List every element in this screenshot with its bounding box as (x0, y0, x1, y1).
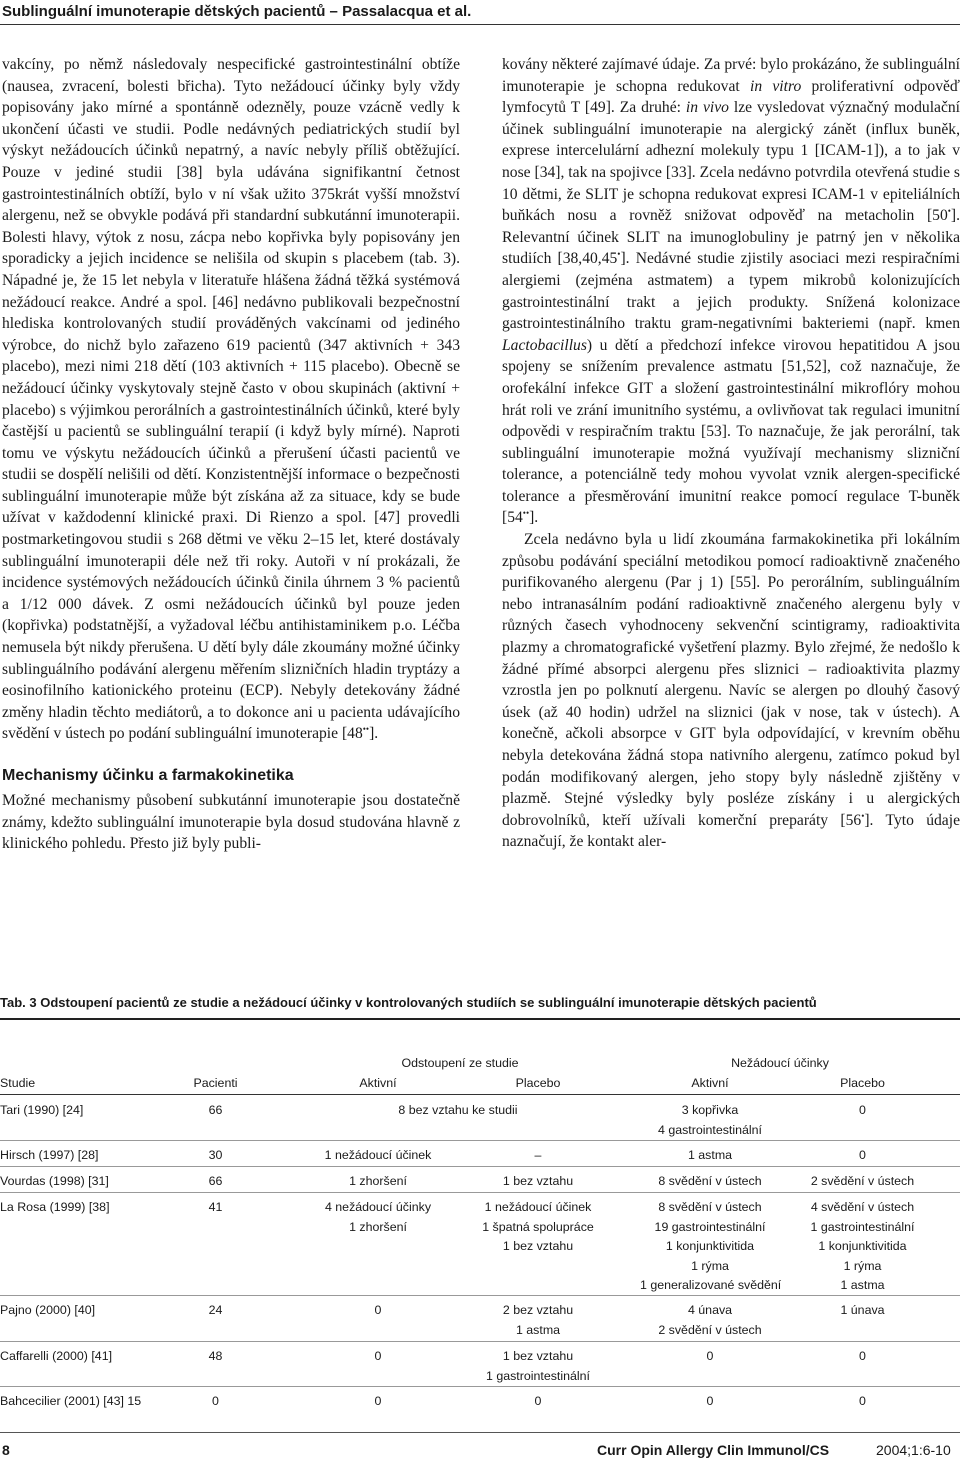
table-title: Tab. 3 Odstoupení pacientů ze studie a nežádoucí účinky v kontrolovaných studiích se sublinguální imunoterapie dětských pacientů (0, 995, 817, 1010)
table-cell-drop-active: 1 nežádoucí účinek (324, 1148, 432, 1162)
text-run: ]. Relevantní účinek SLIT na imunoglobuliny je patrný jen v několika studiích [38,40,45 (502, 207, 960, 268)
table-cell-study: Hirsch (1997) [28] (0, 1148, 99, 1162)
table-cell-drop-active: 1 zhoršení (349, 1219, 407, 1234)
table-row-rule (0, 1386, 960, 1387)
table-cell-drop-placebo: – (534, 1148, 542, 1162)
table-cell-drop-placebo: 1 bez vztahu (502, 1174, 574, 1188)
table-cell-ae-placebo: 1 únava (840, 1303, 885, 1317)
table-cell-ae-placebo: 1 konjunktivitida (818, 1239, 907, 1253)
table-row-rule (0, 1295, 960, 1296)
table-cell-drop-placebo: 1 špatná spolupráce (482, 1219, 594, 1234)
text-run: ]. Nedávné studie zjistily asociaci mezi respiračními alergiemi (zejména astmatem) a typem mikrobů kolonizujících gastrointestinální trakt a jejich produkty. Snížená kolonizace gastrointestinálního traktu gram-negativními bakteriemi (např. kmen (502, 250, 960, 333)
table-cell-ae-active: 8 svědění v ústech (658, 1174, 762, 1188)
column-header-active-dropouts: Aktivní (359, 1076, 397, 1090)
text-run: proliferativní odpověď lymfocytů T [49]. Za druhé: (502, 77, 960, 117)
table-cell-ae-active: 0 (706, 1394, 714, 1408)
italic-term: in vitro (749, 77, 802, 95)
table-cell-ae-placebo: 0 (859, 1148, 866, 1162)
group-header-adverse: Nežádoucí účinky (731, 1056, 829, 1070)
table-cell-ae-active: 3 kopřivka (681, 1103, 739, 1117)
text-run: ]. (529, 509, 539, 527)
reference-marker: • (861, 810, 865, 821)
table-cell-drop-active: 0 (374, 1303, 382, 1317)
table-row-rule (0, 1166, 960, 1167)
text-run: Zcela nedávno byla u lidí zkoumána farmakokinetika při lokálním způsobu podávání speciální metodikou pomocí radioaktivně značeného purifikovaného alergenu (Par j 1) [55]. Po perorálním, sublinguálním nebo intranasálním podání radioaktivně značeného alergenu byly v různých časech vyhodnoceny sekvenční scintigramy, radioaktivita plazmy a chromatografické vyšetření plazmy. Bylo zřejmé, že nedošlo k žádné přímé absorpci alergenu přes sliznici – radioaktivita plazmy vzrostla jen po polknutí alergenu. Navíc se alergen po dlouhý časový úsek (až 40 hodin) udržel na sliznici (jak v nose, tak v ústech). A konečně, ačkoli absorpce v GIT byla odpovídající, v krevním oběhu nebyla detekována žádná stopa nativního alergenu, zatímco pokud byl podán modifikovaný alergen, jeho stopy byly následně zjištěny v plazmě. Stejné výsledky byly posléze získány i u alergických dobrovolníků, kteří užívali komerční preparáty [56 (502, 531, 960, 829)
reference-marker: • (617, 249, 621, 260)
left-paragraph-1 (2, 54, 460, 745)
table-cell-ae-active: 4 gastrointestinální (657, 1122, 762, 1137)
table-cell-study: Tari (1990) [24] (0, 1103, 84, 1117)
table-cell-drop-placebo: 1 bez vztahu (502, 1239, 574, 1253)
right-column (502, 54, 960, 853)
table-header-rule (0, 1094, 960, 1095)
table-cell-patients: 41 (208, 1200, 223, 1214)
table-cell-drop-placebo: 1 nežádoucí účinek (484, 1200, 592, 1214)
table-cell-ae-active: 1 generalizované svědění (640, 1278, 782, 1292)
table-cell-study: Pajno (2000) [40] (0, 1303, 96, 1317)
column-header-patients: Pacienti (193, 1076, 238, 1090)
text-run: kovány některé zajímavé údaje. Za prvé: bylo prokázáno, že sublinguální imunoterapie je schopna redukovat (502, 56, 960, 95)
table-cell-ae-placebo: 1 astma (840, 1278, 885, 1292)
column-header-study: Studie (0, 1076, 36, 1090)
column-header-placebo-adverse: Placebo (840, 1076, 885, 1090)
right-paragraph-1 (502, 54, 960, 529)
group-header-dropouts: Odstoupení ze studie (401, 1056, 519, 1070)
table-cell-patients: 24 (208, 1303, 223, 1317)
text-run: ]. Tyto údaje naznačují, že kontakt aler- (502, 811, 960, 851)
reference-marker: •• (362, 724, 370, 735)
table-cell-drop-active: 1 zhoršení (349, 1174, 407, 1188)
table-cell-ae-placebo: 0 (859, 1394, 866, 1408)
left-paragraph-1-text: vakcíny, po němž následovaly nespecifické gastrointestinální obtíže (nausea, zvracení, bolesti břicha). Tyto nežádoucí účinky byly vždy popisovány jako mírné a spontánně odezněly, pouze vzácně vedly k ukončení účasti ve studii. Podle nedávných pediatrických studií byl výskyt nežádoucích účinků nepatrný, a navíc nebyly příliš obtěžující. Pouze v jediné studii [38] byla udávána signifikantní četnost gastrointestinálních obtíží, bylo v ní však užito 375krát vyšší množství alergenu, než se obvykle podává při standardní subkutánní imunoterapii. Bolesti hlavy, výtok z nosu, zácpa nebo kopřivka byly popisovány jen sporadicky a jejich incidence se nelišila od skupin s placebem (tab. 3). Nápadné je, že 15 let nebyla v literatuře hlášena žádná těžká systémová nežádoucí reakce. André a spol. [46] nedávno publikovali bezpečnostní hlediska kontrolovaných studií prováděných vakcínami od jediného výrobce, do nichž bylo zařazeno 619 pacientů (347 aktivních + 343 placebo), mezi nimi 218 dětí (103 aktivních + 115 placebo). Obecně se nežádoucí účinky vyskytovaly stejně často v obou skupinách (aktivní + placebo) s výjimkou perorálních a gastrointestinálních účinků, které byly častější u pacientů se sublinguální terapií (i když byly mírné). Naproti tomu ve výskytu nežádoucích účinků a přerušení účasti pacientů ve studii se dospělí nelišili od dětí. Konzistentnější informace o bezpečnosti sublinguální imunoterapie může být získána až za situace, kdy se bude užívat v každodenní klinické praxi. Di Rienzo a spol. [47] provedli postmarketingovou studii s 268 dětmi ve věku 2–15 let, které dostávaly sublinguální imunoterapii déle než tři roky. Autoři v ní prokázali, že incidence systémových nežádoucích účinků činila úhrnem 3 % pacientů a 1/12 000 dávek. Z osmi nežádoucích účinků byl pouze jeden (kopřivka) podstatnější, a vyžadoval léčbu antihistaminikem p.o. Léčba nemusela být nikdy přerušena. U dětí byly dále zkoumány možné účinky sublinguálního podávání alergenu měřením slizničních hladin tryptázy a eosinofilního kationického proteinu (ECP). Nebyly detekovány žádné změny hladin těchto mediátorů, a to dokonce ani u pacienta udávajícího svědění v ústech po podání sublinguální imunoterapie [48 (2, 56, 460, 743)
journal-citation: 2004;1:6-10 (876, 1442, 951, 1458)
table-cell-ae-active: 19 gastrointestinální (654, 1219, 766, 1234)
table-cell-patients: 0 (212, 1394, 219, 1408)
right-paragraph-2 (502, 529, 960, 853)
table-cell-patients: 66 (208, 1103, 223, 1117)
table-cell-patients: 48 (208, 1349, 223, 1363)
table-cell-ae-placebo: 0 (859, 1349, 866, 1363)
column-header-active-adverse: Aktivní (691, 1076, 729, 1090)
table-cell-drop-placebo: 2 bez vztahu (502, 1303, 574, 1317)
running-header: Sublinguální imunoterapie dětských pacientů – Passalacqua et al. (2, 3, 472, 20)
table-cell-ae-placebo: 2 svědění v ústech (810, 1174, 915, 1188)
table-cell-ae-active: 0 (706, 1349, 714, 1363)
table-cell-patients: 66 (208, 1174, 223, 1188)
reference-marker: • (947, 205, 951, 216)
table-cell-ae-active: 1 rýma (691, 1258, 729, 1273)
table-cell-drop-placebo: 1 bez vztahu (502, 1349, 574, 1363)
table-cell-study: La Rosa (1999) [38] (0, 1200, 110, 1214)
section-heading: Mechanismy účinku a farmakokinetika (2, 767, 294, 784)
text-run: lze vysledovat význačný modulační účinek sublinguální imunoterapie na alergický zánět (influx buněk, exprese intercelulární adhezní molekuly typu 1 [ICAM-1]), a to jak v nose [34], tak na spojivce [33]. Zcela nedávno potvrdila otevřená studie s 10 dětmi, že SLIT je schopna redukovat expresi ICAM-1 v epiteliálních buňkách nosu a rovněž snižovat odpověď na metacholin [50 (502, 99, 960, 225)
table-cell-study: Caffarelli (2000) [41] (0, 1349, 113, 1363)
table-cell-ae-active: 8 svědění v ústech (658, 1200, 762, 1214)
left-paragraph-2: Možné mechanismy působení subkutánní imunoterapie jsou dostatečně známy, kdežto sublinguální imunoterapie byla dosud studována hlavně z klinického pohledu. Přesto již byly publi- (2, 792, 460, 853)
table-cell-drop-placebo: 1 gastrointestinální (485, 1368, 590, 1383)
left-column (2, 54, 460, 855)
table-cell-ae-active: 4 únava (687, 1303, 733, 1317)
italic-term: Lactobacillus (502, 336, 587, 354)
table-cell-drop-placebo: 0 (534, 1394, 542, 1408)
table-cell-drop-active: 0 (374, 1394, 382, 1408)
table-cell-ae-placebo: 4 svědění v ústech (810, 1200, 915, 1214)
table-cell-ae-active: 2 svědění v ústech (658, 1322, 762, 1337)
column-header-placebo-dropouts: Placebo (515, 1076, 561, 1090)
header-rule (0, 24, 960, 25)
table-cell-ae-active: 1 astma (687, 1148, 733, 1162)
table-cell-drop-active: 4 nežádoucí účinky (324, 1200, 432, 1214)
reference-marker: •• (522, 508, 530, 519)
footer-rule (0, 1432, 960, 1433)
table-cell-ae-placebo: 1 rýma (843, 1258, 882, 1273)
table-cell-study: Vourdas (1998) [31] (0, 1174, 109, 1188)
table-top-rule (0, 1018, 960, 1020)
table-row-rule (0, 1341, 960, 1342)
table-cell-patients: 30 (208, 1148, 223, 1162)
table-cell-ae-active: 1 konjunktivitida (665, 1239, 755, 1253)
italic-term: in vivo (685, 99, 729, 117)
table-cell-ae-placebo: 1 gastrointestinální (810, 1219, 915, 1234)
journal-name: Curr Opin Allergy Clin Immunol/CS (597, 1442, 830, 1458)
table-cell-study: Bahcecilier (2001) [43] 15 (0, 1394, 142, 1408)
left-paragraph-1-end: ]. (369, 725, 379, 743)
table-cell-ae-placebo: 0 (859, 1103, 866, 1117)
table-row-rule (0, 1192, 960, 1193)
table-row-rule (0, 1140, 960, 1141)
table-cell-drop-placebo: 1 astma (515, 1322, 561, 1337)
table-cell-drop-active: 0 (374, 1349, 382, 1363)
page-number: 8 (2, 1442, 10, 1458)
text-run: ) u dětí a předchozí infekce virovou hepatitidou A jsou spojeny se snížením prevalence astmatu [51,52], což naznačuje, že orofekální infekce GIT a složení gastrointestinální mikroflóry mohou hrát roli ve zrání imunitního systému, a ovlivňovat tak regulaci imunitní odpovědi v respiračním traktu [53]. To naznačuje, že jak perorální, tak sublinguální imunoterapie možná využívají mechanismy slizniční tolerance, a potenciálně tedy mohou vyvolat vznik alergen-specifické tolerance a přesměrování imunitní reakce pomocí regulace T-buněk [54 (502, 336, 960, 527)
table-cell-dropouts-merged: 8 bez vztahu ke studii (398, 1103, 518, 1117)
